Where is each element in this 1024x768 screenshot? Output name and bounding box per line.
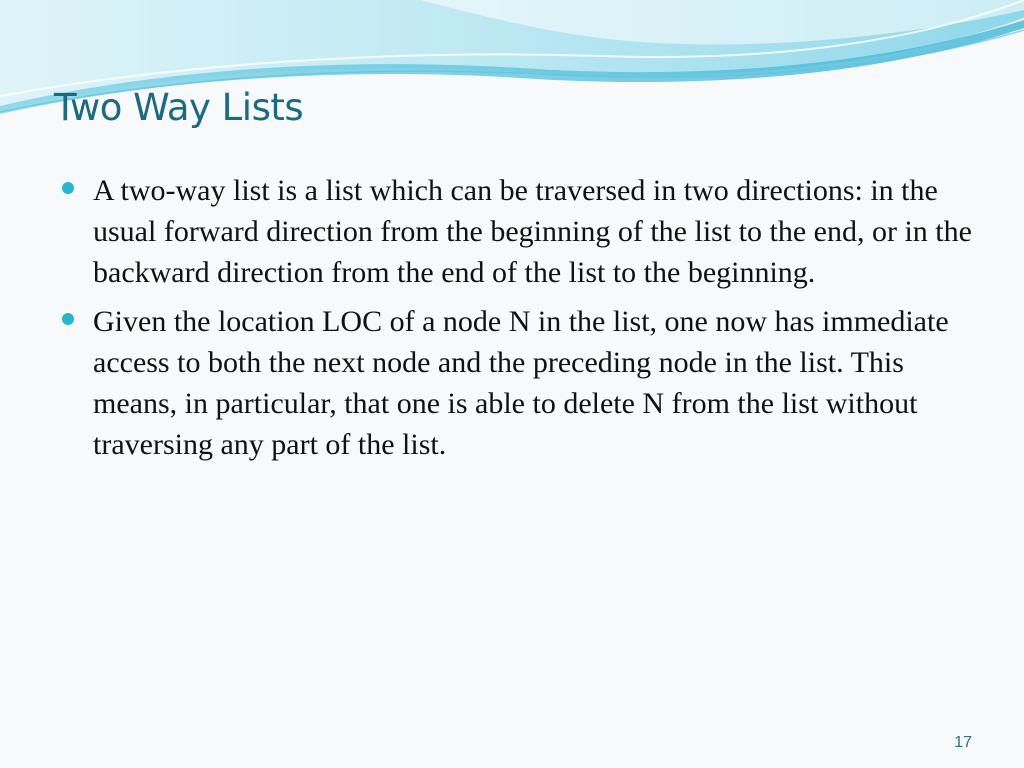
bullet-list bbox=[62, 170, 972, 473]
bullet-icon bbox=[62, 313, 74, 325]
bullet-icon bbox=[62, 182, 74, 194]
bullet-text: A two-way list is a list which can be traversed in two directions: in the usual forward direction from the beginning of the list to the end, or in the backward direction from the end of the list to the beginning. bbox=[93, 174, 972, 289]
list-item bbox=[62, 301, 972, 465]
slide-title: Two Way Lists bbox=[54, 86, 304, 129]
list-item bbox=[62, 170, 972, 293]
bullet-text: Given the location LOC of a node N in the list, one now has immediate access to both the next node and the preceding node in the list. This means, in particular, that one is able to delete N from the list without traversing any part of the list. bbox=[93, 305, 949, 461]
slide-number: 17 bbox=[954, 734, 972, 751]
